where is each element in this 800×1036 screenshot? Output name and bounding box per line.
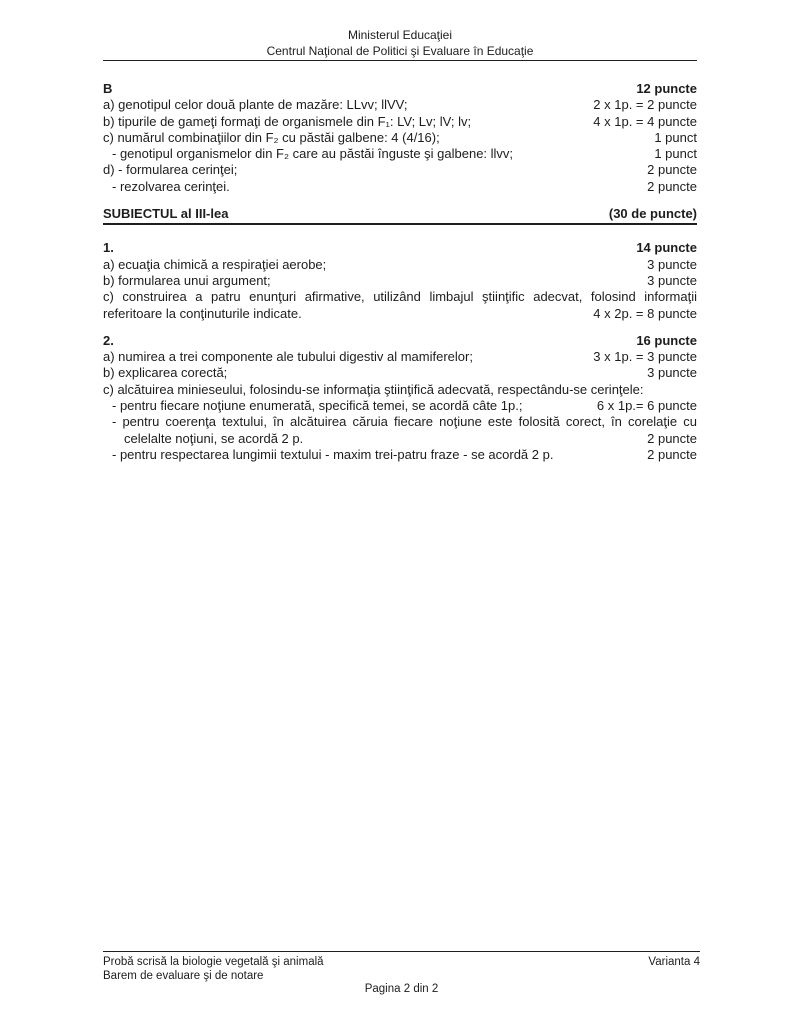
criterion-text: celelalte noţiuni, se acordă 2 p. bbox=[124, 430, 304, 446]
points-value: 3 puncte bbox=[647, 256, 697, 272]
criterion-text: b) explicarea corectă; bbox=[103, 365, 228, 381]
rubric-row bbox=[103, 97, 697, 113]
criterion-text: - genotipul organismelor din F₂ care au păstăi înguste şi galbene: llvv; bbox=[112, 146, 514, 162]
criterion-text: d) - formularea cerinţei; bbox=[103, 162, 238, 178]
section-1 bbox=[103, 240, 697, 321]
points-value: 1 punct bbox=[654, 129, 697, 145]
criterion-text: c) numărul combinaţiilor din F₂ cu păstăi galbene: 4 (4/16); bbox=[103, 129, 440, 145]
section-label: B bbox=[103, 81, 113, 96]
rubric-row bbox=[103, 365, 697, 381]
points-value: 4 x 1p. = 4 puncte bbox=[593, 113, 697, 129]
rubric-row bbox=[103, 146, 697, 162]
subject-title: SUBIECTUL al III-lea bbox=[103, 206, 229, 222]
criterion-text: - rezolvarea cerinţei. bbox=[112, 178, 230, 194]
item-number: 2. bbox=[103, 332, 114, 348]
criterion-text: b) tipurile de gameţi formaţi de organismele din F₁: LV; Lv; lV; lv; bbox=[103, 113, 472, 129]
rubric-row bbox=[103, 114, 697, 130]
item-1-heading-row bbox=[103, 240, 697, 256]
rubric-row bbox=[103, 162, 697, 178]
subject-3-heading bbox=[103, 206, 697, 225]
rubric-row bbox=[103, 398, 697, 414]
rubric-row bbox=[103, 382, 697, 398]
section-2 bbox=[103, 333, 697, 463]
rubric-row bbox=[103, 130, 697, 146]
criterion-text: a) numirea a trei componente ale tubului digestiv al mamiferelor; bbox=[103, 349, 473, 365]
page-footer bbox=[103, 951, 700, 997]
criterion-text: a) genotipul celor două plante de mazăre: LLvv; llVV; bbox=[103, 97, 408, 113]
rubric-row bbox=[103, 273, 697, 289]
points-value: 2 puncte bbox=[647, 430, 697, 446]
criterion-text: c) alcătuirea minieseului, folosindu-se informaţia ştiinţifică adecvată, respectându-se cerinţele: bbox=[103, 381, 644, 397]
ministry-title: Ministerul Educaţiei bbox=[347, 28, 453, 42]
section-b-heading-row bbox=[103, 81, 697, 97]
center-title: Centrul Naţional de Politici şi Evaluare în Educaţie bbox=[266, 44, 534, 58]
rubric-row bbox=[103, 289, 697, 305]
points-value: 6 x 1p.= 6 puncte bbox=[596, 398, 697, 414]
footer-row-1 bbox=[103, 956, 700, 970]
points-value: 16 puncte bbox=[636, 332, 697, 348]
criterion-text: b) formularea unui argument; bbox=[103, 272, 271, 288]
page-content bbox=[0, 0, 800, 463]
points-value: 3 puncte bbox=[647, 272, 697, 288]
page-number: Pagina 2 din 2 bbox=[364, 983, 439, 995]
exam-title: Probă scrisă la biologie vegetală şi animală bbox=[103, 956, 324, 968]
rubric-title: Barem de evaluare şi de notare bbox=[103, 969, 264, 982]
points-value: 3 puncte bbox=[647, 365, 697, 381]
variant-label: Varianta 4 bbox=[648, 956, 700, 968]
points-value: 2 puncte bbox=[647, 178, 697, 194]
rubric-row bbox=[103, 447, 697, 463]
item-number: 1. bbox=[103, 240, 114, 256]
criterion-text: referitoare la conţinuturile indicate. bbox=[103, 305, 302, 321]
criterion-text: - pentru coerenţa textului, în alcătuirea căruia fiecare noţiune este folosită corect, în corelaţie cu bbox=[112, 414, 697, 430]
points-value: 14 puncte bbox=[636, 240, 697, 256]
section-b bbox=[103, 81, 697, 195]
points-value: 3 x 1p. = 3 puncte bbox=[593, 349, 697, 365]
rubric-row bbox=[103, 306, 697, 322]
points-value: 4 x 2p. = 8 puncte bbox=[593, 305, 697, 321]
rubric-row bbox=[103, 349, 697, 365]
rubric-row bbox=[103, 179, 697, 195]
points-value: 2 x 1p. = 2 puncte bbox=[593, 97, 697, 113]
criterion-text: c) construirea a patru enunţuri afirmative, utilizând limbajul ştiinţific adecvat, folosind informaţii bbox=[103, 289, 697, 305]
item-2-heading-row bbox=[103, 333, 697, 349]
criterion-text: - pentru fiecare noţiune enumerată, specifică temei, se acordă câte 1p.; bbox=[112, 398, 523, 414]
rubric-row bbox=[103, 431, 697, 447]
points-value: 2 puncte bbox=[647, 446, 697, 462]
document-header bbox=[103, 27, 697, 61]
points-value: 2 puncte bbox=[647, 162, 697, 178]
rubric-row bbox=[103, 414, 697, 430]
criterion-text: - pentru respectarea lungimii textului - maxim trei-patru fraze - se acordă 2 p. bbox=[112, 446, 554, 462]
points-value: 1 punct bbox=[654, 146, 697, 162]
rubric-row bbox=[103, 257, 697, 273]
subject-points: (30 de puncte) bbox=[608, 206, 697, 222]
criterion-text: a) ecuaţia chimică a respiraţiei aerobe; bbox=[103, 256, 327, 272]
points-value: 12 puncte bbox=[636, 81, 697, 96]
